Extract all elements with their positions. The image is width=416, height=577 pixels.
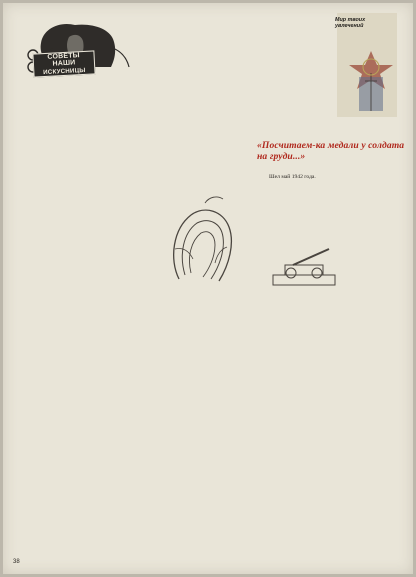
logo-caption (32, 50, 95, 77)
section-title: Мир твоих увлечений (335, 17, 366, 30)
story-column-left (17, 304, 203, 550)
logo-line-2: НАШИ (52, 59, 76, 68)
logo-line-3: ИСКУСНИЦЫ (42, 66, 86, 76)
cannon-memorial-icon (265, 235, 347, 295)
article-headline: «Посчитаем-ка медали у солдата на груди...» (257, 140, 405, 162)
logo-line-1: СОВЕТЫ (47, 51, 80, 61)
advice-column-middle (147, 21, 247, 184)
hairstyle-illustration-icon (149, 189, 247, 289)
page-number: 38 (13, 559, 20, 565)
magazine-page (3, 3, 413, 574)
advice-column-left (61, 107, 141, 287)
paragraph: Шел май 1942 года. (269, 174, 316, 180)
story-column-right (215, 307, 405, 550)
